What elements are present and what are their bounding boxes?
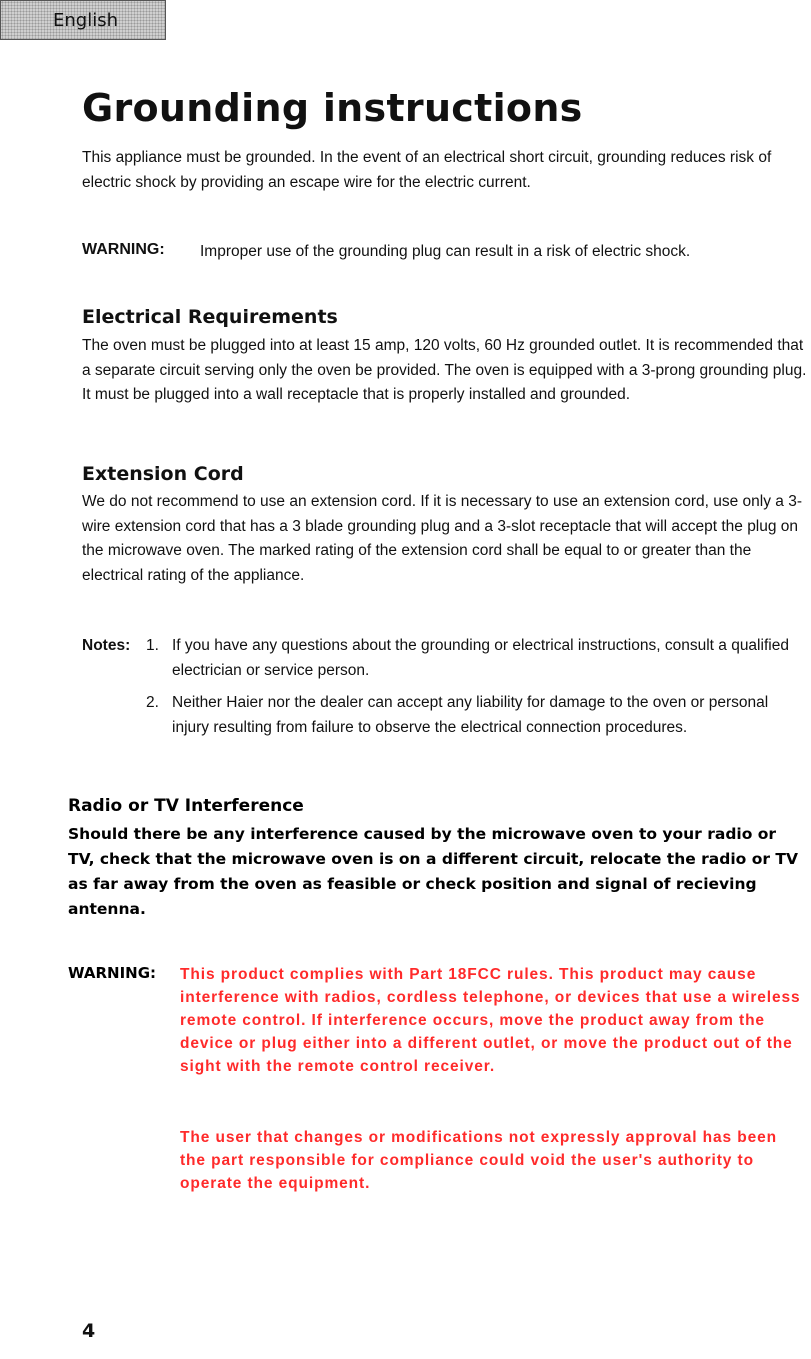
language-label: English — [53, 10, 118, 31]
fcc-user-paragraph: The user that changes or modifications not expressly approval has been the part responsible for compliance could void the user's authority to operate the equipment. — [180, 1129, 778, 1192]
radio-tv-heading: Radio or TV Interference — [68, 796, 304, 816]
note-number: 1. — [146, 637, 159, 654]
notes-label: Notes: — [82, 637, 131, 654]
extension-cord-heading: Extension Cord — [82, 463, 244, 485]
radio-tv-section — [68, 796, 803, 922]
warning-text: Improper use of the grounding plug can result in a risk of electric shock. — [200, 243, 691, 260]
note-item — [146, 691, 796, 740]
warning-label: WARNING: — [82, 241, 165, 258]
note-number: 2. — [146, 694, 159, 711]
note-item — [146, 634, 796, 683]
page-title: Grounding instructions — [82, 86, 583, 130]
fcc-warning-paragraph: This product complies with Part 18FCC rules. This product may cause interference with radios, cordless telephone, or devices that use a wireless remote control. If interference occurs, move the product away from the device or plug either into a different outlet, or move the product out of the sight with the remote control receiver. — [180, 966, 801, 1075]
note-text: If you have any questions about the grounding or electrical instructions, consult a qualified electrician or service person. — [172, 637, 789, 679]
fcc-warning-label: WARNING: — [68, 964, 157, 982]
radio-tv-body: Should there be any interference caused by the microwave oven to your radio or TV, check that the microwave oven is on a different circuit, relocate the radio or TV as far away from the oven as feasible or check position and signal of recieving antenna. — [68, 825, 798, 918]
intro-paragraph: This appliance must be grounded. In the event of an electrical short circuit, grounding reduces risk of electric shock by providing an escape wire for the electric current. — [82, 149, 772, 191]
note-text: Neither Haier nor the dealer can accept any liability for damage to the oven or personal injury resulting from failure to observe the electrical connection procedures. — [172, 694, 769, 736]
notes-list — [146, 634, 796, 740]
extension-cord-body: We do not recommend to use an extension cord. If it is necessary to use an extension cord, use only a 3-wire extension cord that has a 3 blade grounding plug and a 3-slot receptacle that will accept the plug on the microwave oven. The marked rating of the extension cord shall be equal to or greater than the electrical rating of the appliance. — [82, 493, 802, 584]
page-number: 4 — [82, 1320, 96, 1342]
electrical-requirements-body: The oven must be plugged into at least 15 amp, 120 volts, 60 Hz grounded outlet. It is recommended that a separate circuit serving only the oven be provided. The oven is equipped with a 3-prong grounding plug. It must be plugged into a wall receptacle that is properly installed and grounded. — [82, 337, 807, 403]
electrical-requirements-heading: Electrical Requirements — [82, 306, 338, 328]
language-tab — [0, 0, 166, 40]
